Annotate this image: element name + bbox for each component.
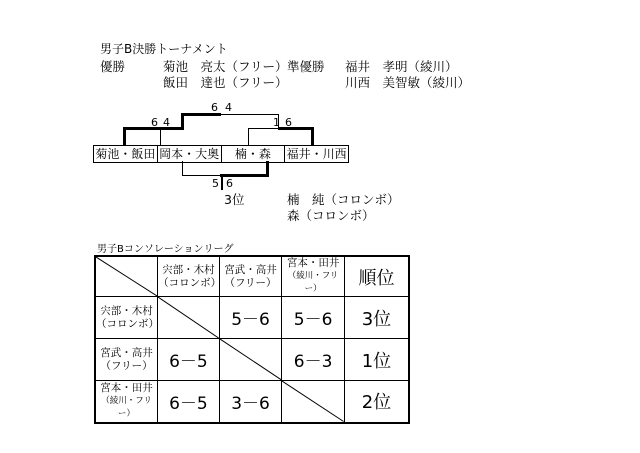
winner-name-1: 菊池 亮太（フリー） [163,59,288,74]
score-cell: 5－6 [282,297,345,339]
third-name-1: 楠 純（コロンボ） [287,192,400,207]
semi1-score-right: 4 [163,116,170,129]
row-header-3: 宮本・田井 （綾川・フリー） [95,381,158,423]
row-header-1: 宍部・木村 （コロンボ） [95,297,158,339]
tournament-title: 男子B決勝トーナメント [100,42,228,56]
team-3: 楠・森 [222,146,286,162]
self-cell [219,339,282,381]
score-cell: 6－5 [158,381,220,423]
col-header-3: 宮本・田井 （綾川・フリー） [282,256,345,297]
league-table [94,255,410,424]
third-label: 3位 [224,192,245,207]
winner-label: 優勝 [100,59,126,74]
bracket-line [182,175,222,176]
team-2: 岡本・大奥 [158,146,222,162]
score-cell: 6－3 [282,339,345,381]
diagonal-line [282,381,344,422]
team-1: 菊池・飯田 [94,146,158,162]
bracket-line [278,127,313,130]
semi1-score-left: 6 [151,116,158,129]
diagonal-line [158,297,219,338]
bracket-teams [93,145,349,163]
league-header-row [95,256,409,297]
semi2-score-right: 6 [285,116,292,129]
semi2-score-left: 1 [273,116,280,129]
league-row-3 [95,381,409,423]
rank-cell: 3位 [344,297,409,339]
third-score-left: 5 [212,177,219,190]
col-header-2: 宮武・高井 （フリー） [219,256,282,297]
winner-name-2: 飯田 達也（フリー） [163,75,288,90]
score-cell: 3－6 [219,381,282,423]
bracket-line [248,128,249,146]
bracket-line [221,114,279,115]
final-score-right: 4 [225,101,232,114]
corner-cell [95,256,158,297]
score-cell: 6－5 [158,339,220,381]
third-name-2: 森（コロンボ） [287,208,375,223]
rank-header: 順位 [344,256,409,297]
final-score-left: 6 [211,101,218,114]
score-cell: 5－6 [219,297,282,339]
runnerup-label: 準優勝 [287,59,325,74]
diagonal-line [96,257,157,296]
league-title: 男子Bコンソレーションリーグ [97,244,234,255]
bracket-line [311,127,314,146]
diagonal-line [220,339,282,380]
team-4: 福井・川西 [286,147,347,161]
rank-cell: 2位 [344,381,409,423]
league-row-1 [95,297,409,339]
runnerup-name-2: 川西 美智敏（綾川） [345,75,471,90]
bracket-line [221,174,223,190]
bracket-line [160,128,161,146]
runnerup-name-1: 福井 孝明（綾川） [345,59,458,74]
bracket-line [182,161,183,176]
row-header-2: 宮武・高井 （フリー） [95,339,158,381]
col-header-1: 宍部・木村 （コロンボ） [158,256,220,297]
rank-cell: 1位 [344,339,409,381]
self-cell [282,381,345,423]
league-row-2 [95,339,409,381]
third-score-right: 6 [226,177,233,190]
self-cell [158,297,220,339]
bracket-line [266,161,269,177]
